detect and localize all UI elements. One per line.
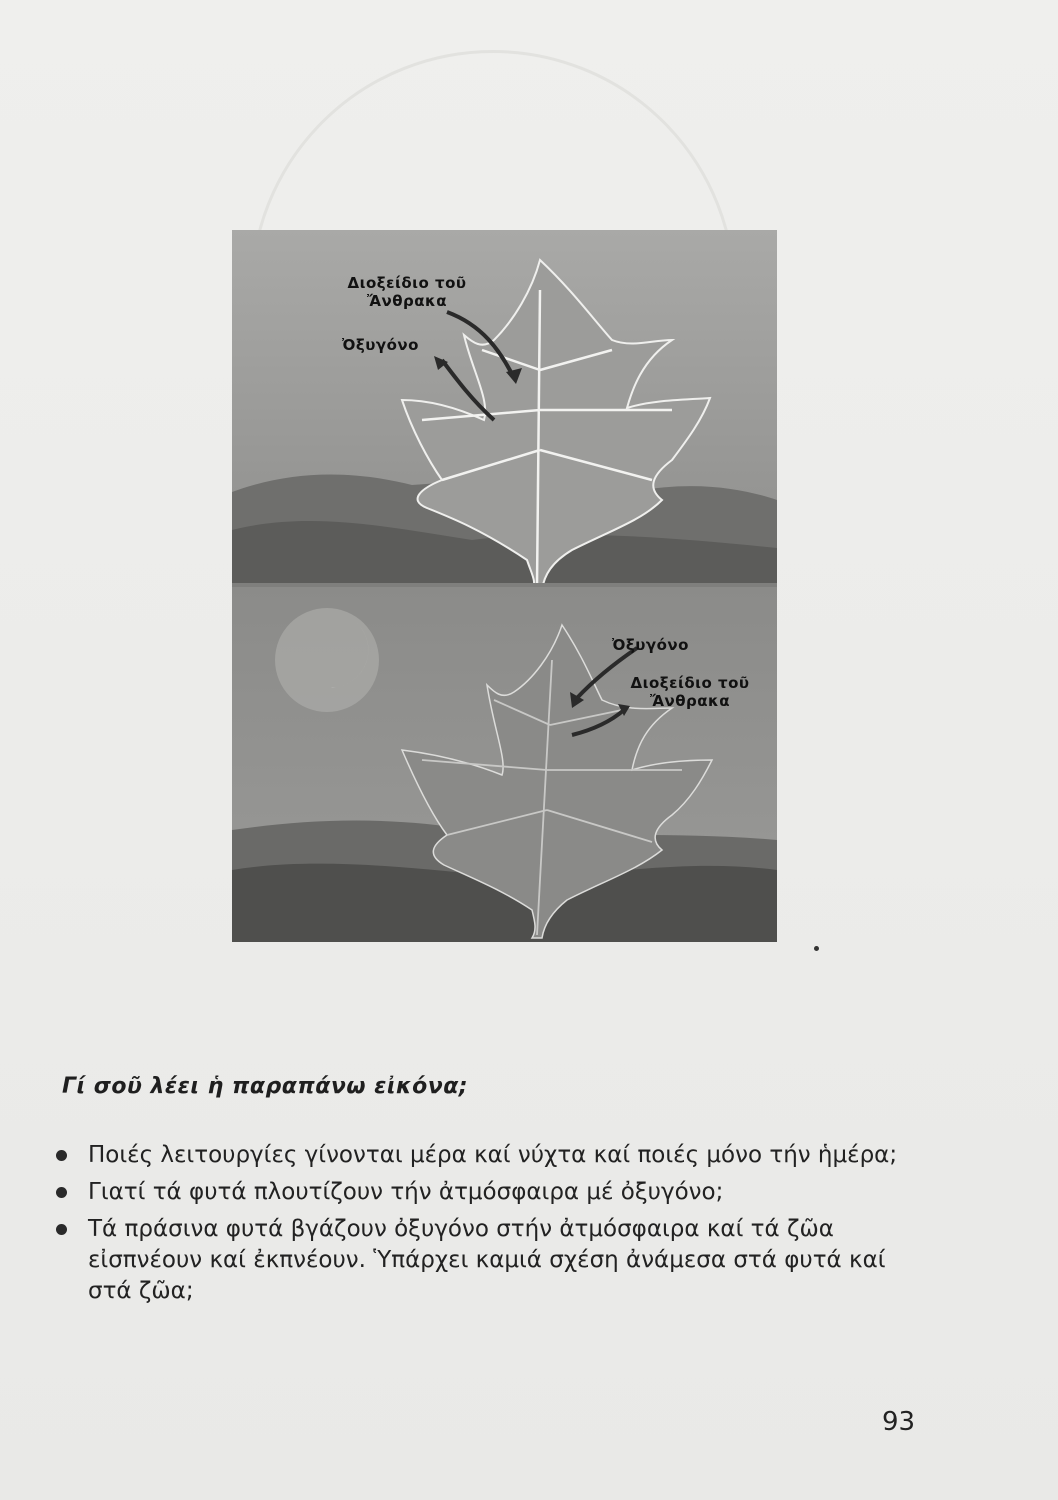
question-title: Γί σοῦ λέει ἡ παραπάνω εἰκόνα; [62, 1074, 469, 1099]
bullet-icon [56, 1187, 67, 1198]
day-oxygen-label: Ὀξυγόνο [342, 336, 419, 354]
illustration-canvas [232, 230, 777, 942]
photosynthesis-illustration [232, 230, 777, 942]
question-item [50, 1214, 930, 1307]
page-number: 93 [882, 1407, 916, 1437]
night-oxygen-label: Ὀξυγόνο [612, 636, 689, 654]
bullet-icon [56, 1150, 67, 1161]
night-co2-label: Διοξείδιο τοῦ Ἄνθρακα [630, 674, 750, 710]
bullet-icon [56, 1224, 67, 1235]
moon-glow [275, 608, 379, 712]
horizon-divider [232, 583, 777, 587]
question-text: Τά πράσινα φυτά βγάζουν ὀξυγόνο στήν ἀτμόσφαιρα καί τά ζῶα εἰσπνέουν καί ἐκπνέουν. Ὑπάρχει καμιά σχέση ἀνάμεσα στά φυτά καί στά ζῶα; [88, 1216, 886, 1304]
question-item [50, 1177, 930, 1208]
question-text: Ποιές λειτουργίες γίνονται μέρα καί νύχτα καί ποιές μόνο τήν ἡμέρα; [88, 1142, 898, 1168]
question-list [50, 1140, 930, 1307]
day-co2-label: Διοξείδιο τοῦ Ἄνθρακα [347, 274, 467, 310]
question-text: Γιατί τά φυτά πλουτίζουν τήν ἀτμόσφαιρα μέ ὀξυγόνο; [88, 1179, 724, 1205]
question-item [50, 1140, 930, 1171]
print-speck [814, 946, 819, 951]
